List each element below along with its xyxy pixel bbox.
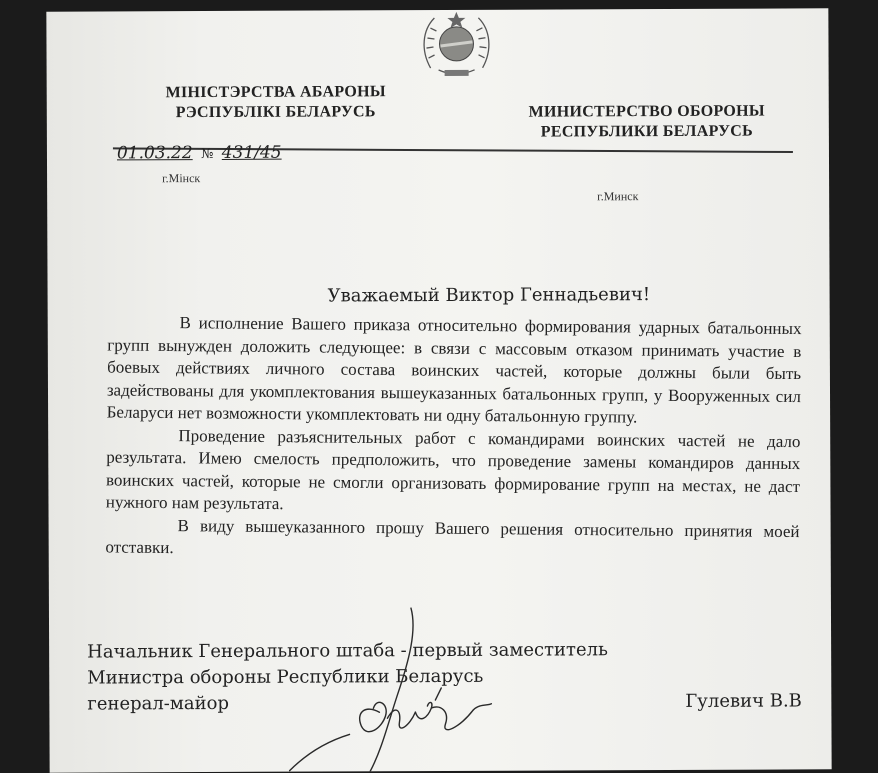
paragraph-1: В исполнение Вашего приказа относительно формирования ударных батальонных групп вынужден доложить следующее: в связи с массовым отказом принимать участие в боевых действиях личного состава воинских частей, которые должны были быть задействованы для укомплектования вышеуказанных батальонных групп, у Вооруженных сил Беларуси нет возможности укомплектовать ни одну батальонную группу. — [106, 313, 802, 427]
belarus-state-emblem-icon — [416, 10, 496, 82]
ministry-ru-line2: РЕСПУБЛИКИ БЕЛАРУСЬ — [540, 122, 754, 141]
salutation: Уважаемый Виктор Геннадьевич! — [327, 284, 651, 307]
ministry-by-line2: РЭСПУБЛІКІ БЕЛАРУСЬ — [175, 103, 376, 122]
registration-number — [117, 143, 282, 164]
signatory-title-line1: Начальник Генерального штаба - первый заместитель — [87, 639, 608, 663]
signatory-rank: генерал-майор — [87, 692, 230, 715]
ministry-name-russian — [507, 101, 787, 142]
ministry-by-line1: МІНІСТЭРСТВА АБАРОНЫ — [165, 83, 386, 102]
signatory-name: Гулевич В.В — [685, 690, 802, 712]
registration-date: 01.03.22 — [116, 143, 193, 164]
city-russian: г.Минск — [597, 189, 639, 204]
ministry-ru-line1: МИНИСТЕРСТВО ОБОРОНЫ — [528, 102, 765, 121]
paragraph-3: В виду вышеуказанного прошу Вашего решения относительно принятия моей отставки. — [105, 515, 800, 558]
ministry-name-belarusian — [147, 82, 405, 123]
handwritten-signature — [269, 600, 510, 773]
letter-body — [105, 311, 801, 565]
number-label: № — [201, 146, 214, 163]
city-belarusian: г.Мінск — [162, 171, 201, 186]
letter-page — [46, 8, 831, 772]
paragraph-2: Проведение разъяснительных работ с командирами воинских частей не дало результата. Имею смелость предположить, что проведение замены командиров данных воинских частей, которые не смогли организовать формирование групп на местах, не даст нужного нам результата. — [105, 425, 801, 514]
signatory-title-line2: Министра обороны Республики Беларусь — [87, 665, 484, 689]
registration-number-value: 431/45 — [221, 142, 282, 163]
